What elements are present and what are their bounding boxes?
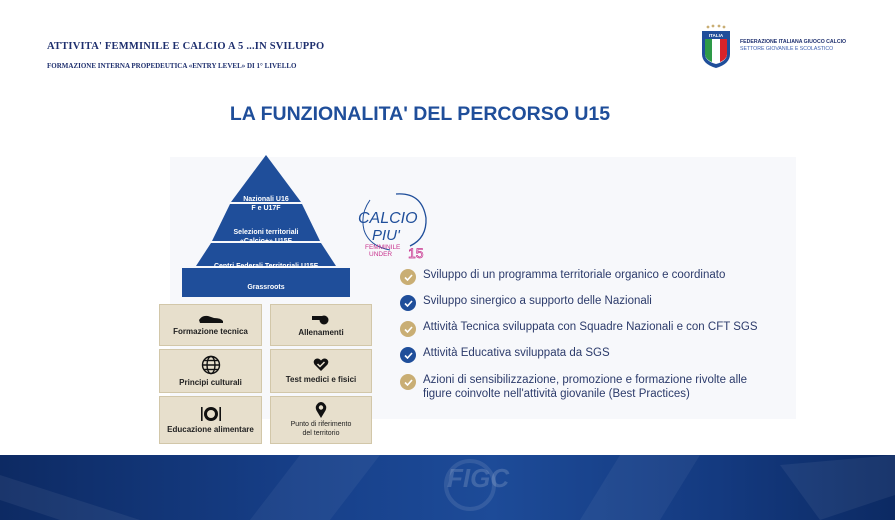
card-allenamenti — [270, 304, 372, 346]
card-label-line-1: Punto di riferimento — [290, 421, 352, 428]
list-item — [400, 320, 758, 337]
list-item — [400, 373, 747, 401]
calcio-piu-logo — [352, 190, 432, 265]
calcio-logo-line-4: UNDER — [369, 251, 393, 258]
list-item-text-line-1: Azioni di sensibilizzazione, promozione e formazione rivolte alle — [423, 374, 748, 386]
pyramid-base-label: Grassroots — [247, 284, 285, 291]
list-item — [400, 294, 652, 311]
check-icon — [400, 321, 416, 337]
list-item-text — [423, 373, 747, 401]
card-principi-culturali — [159, 349, 262, 393]
card-label: Allenamenti — [298, 328, 344, 337]
football-boot-icon — [198, 314, 224, 324]
list-item-text: Sviluppo sinergico a supporto delle Nazionali — [423, 295, 652, 307]
card-label: Principi culturali — [179, 378, 242, 387]
card-label: Test medici e fisici — [285, 375, 357, 384]
card-label: Formazione tecnica — [173, 327, 248, 336]
calcio-logo-line-1: CALCIO — [358, 210, 418, 227]
calcio-logo-line-2: PIU' — [372, 227, 400, 244]
calcio-logo-line-3: FEMMINILE — [365, 244, 401, 251]
pyramid-second-line-2: «Calcio+» U15F — [240, 238, 292, 245]
pyramid-top-label — [158, 195, 374, 213]
pyramid-top-line-1: Nazionali U16 — [243, 196, 289, 203]
footer-band — [0, 455, 895, 520]
plate-icon — [200, 406, 222, 422]
logo-text: ITALIA — [708, 33, 724, 38]
list-item-text: Attività Tecnica sviluppata con Squadre Nazionali e con CFT SGS — [423, 321, 758, 333]
check-icon — [400, 374, 416, 390]
heart-check-icon — [313, 358, 329, 372]
footer-watermark: FIGC — [447, 463, 510, 493]
location-pin-icon — [315, 402, 327, 418]
figc-shield-logo — [700, 24, 732, 68]
check-icon — [400, 269, 416, 285]
list-item — [400, 346, 610, 363]
card-educazione-alimentare — [159, 396, 262, 444]
check-icon — [400, 295, 416, 311]
card-test-medici — [270, 349, 372, 393]
list-item-text: Attività Educativa sviluppata da SGS — [423, 347, 610, 359]
card-punto-riferimento — [270, 396, 372, 444]
pyramid-second-label — [158, 228, 374, 246]
pyramid-top-line-2: F e U17F — [251, 205, 281, 212]
org-line-1: FEDERAZIONE ITALIANA GIUOCO CALCIO — [740, 39, 847, 45]
list-item — [400, 268, 725, 285]
card-label — [291, 421, 352, 438]
page-title: LA FUNZIONALITA' DEL PERCORSO U15 — [229, 103, 611, 125]
card-label-line-2: del territorio — [302, 429, 340, 437]
list-item-text-line-2: figure coinvolte nell'attività giovanile (Best Practices) — [423, 388, 690, 400]
organization-name — [740, 39, 846, 53]
card-formazione-tecnica — [159, 304, 262, 346]
list-item-text: Sviluppo di un programma territoriale organico e coordinato — [423, 269, 726, 281]
pyramid-second-line-1: Selezioni territoriali — [233, 229, 299, 236]
pyramid-third-label: Centri Federali Territoriali U15F — [213, 263, 319, 270]
card-label: Educazione alimentare — [167, 425, 254, 434]
org-line-2: SETTORE GIOVANILE E SCOLASTICO — [740, 46, 834, 52]
calcio-logo-number: 15 — [408, 245, 424, 261]
globe-icon — [201, 355, 221, 375]
whistle-icon — [311, 313, 331, 325]
check-icon — [400, 347, 416, 363]
header-subtitle: FORMAZIONE INTERNA PROPEDEUTICA «ENTRY LEVEL» DI 1° LIVELLO — [47, 62, 297, 70]
header-title: ATTIVITA' FEMMINILE E CALCIO A 5 ...IN SVILUPPO — [47, 41, 325, 52]
